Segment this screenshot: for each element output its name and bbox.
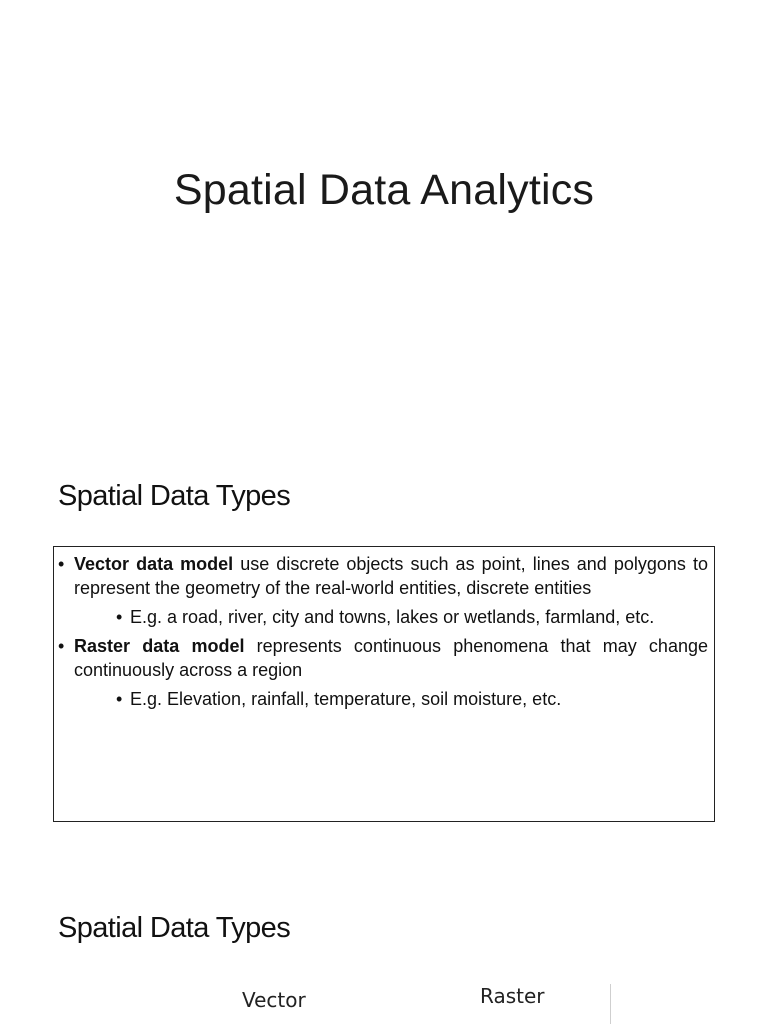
title-slide [0,0,768,432]
raster-description: represents continuous phenomena that may change continuously across a region [74,636,708,680]
vector-example: E.g. a road, river, city and towns, lakes or wetlands, farmland, etc. [130,607,655,627]
bullet-dot: • [116,689,123,709]
vector-term: Vector data model [74,554,234,574]
vector-bullet [58,552,708,600]
spatial-data-types-slide [0,432,768,864]
main-title: Spatial Data Analytics [173,166,595,214]
bullet-dot: • [116,607,123,627]
vector-label: Vector [242,988,306,1012]
raster-term: Raster data model [74,636,245,656]
slide-title: Spatial Data Types [58,480,291,512]
slide-title: Spatial Data Types [58,912,291,944]
raster-label: Raster [480,984,545,1008]
spatial-data-types-comparison-slide [0,864,768,1024]
vector-description: use discrete objects such as point, lines and polygons to represent the geometry of the real-world entities, discrete entities [74,554,708,598]
bullet-dot: • [58,554,65,574]
raster-example: E.g. Elevation, rainfall, temperature, soil moisture, etc. [130,689,562,709]
bullet-dot: • [58,636,65,656]
vector-example-bullet [116,605,708,629]
raster-bullet [58,634,708,682]
content-box [53,546,715,822]
raster-example-bullet [116,687,708,711]
divider-line [610,984,611,1024]
